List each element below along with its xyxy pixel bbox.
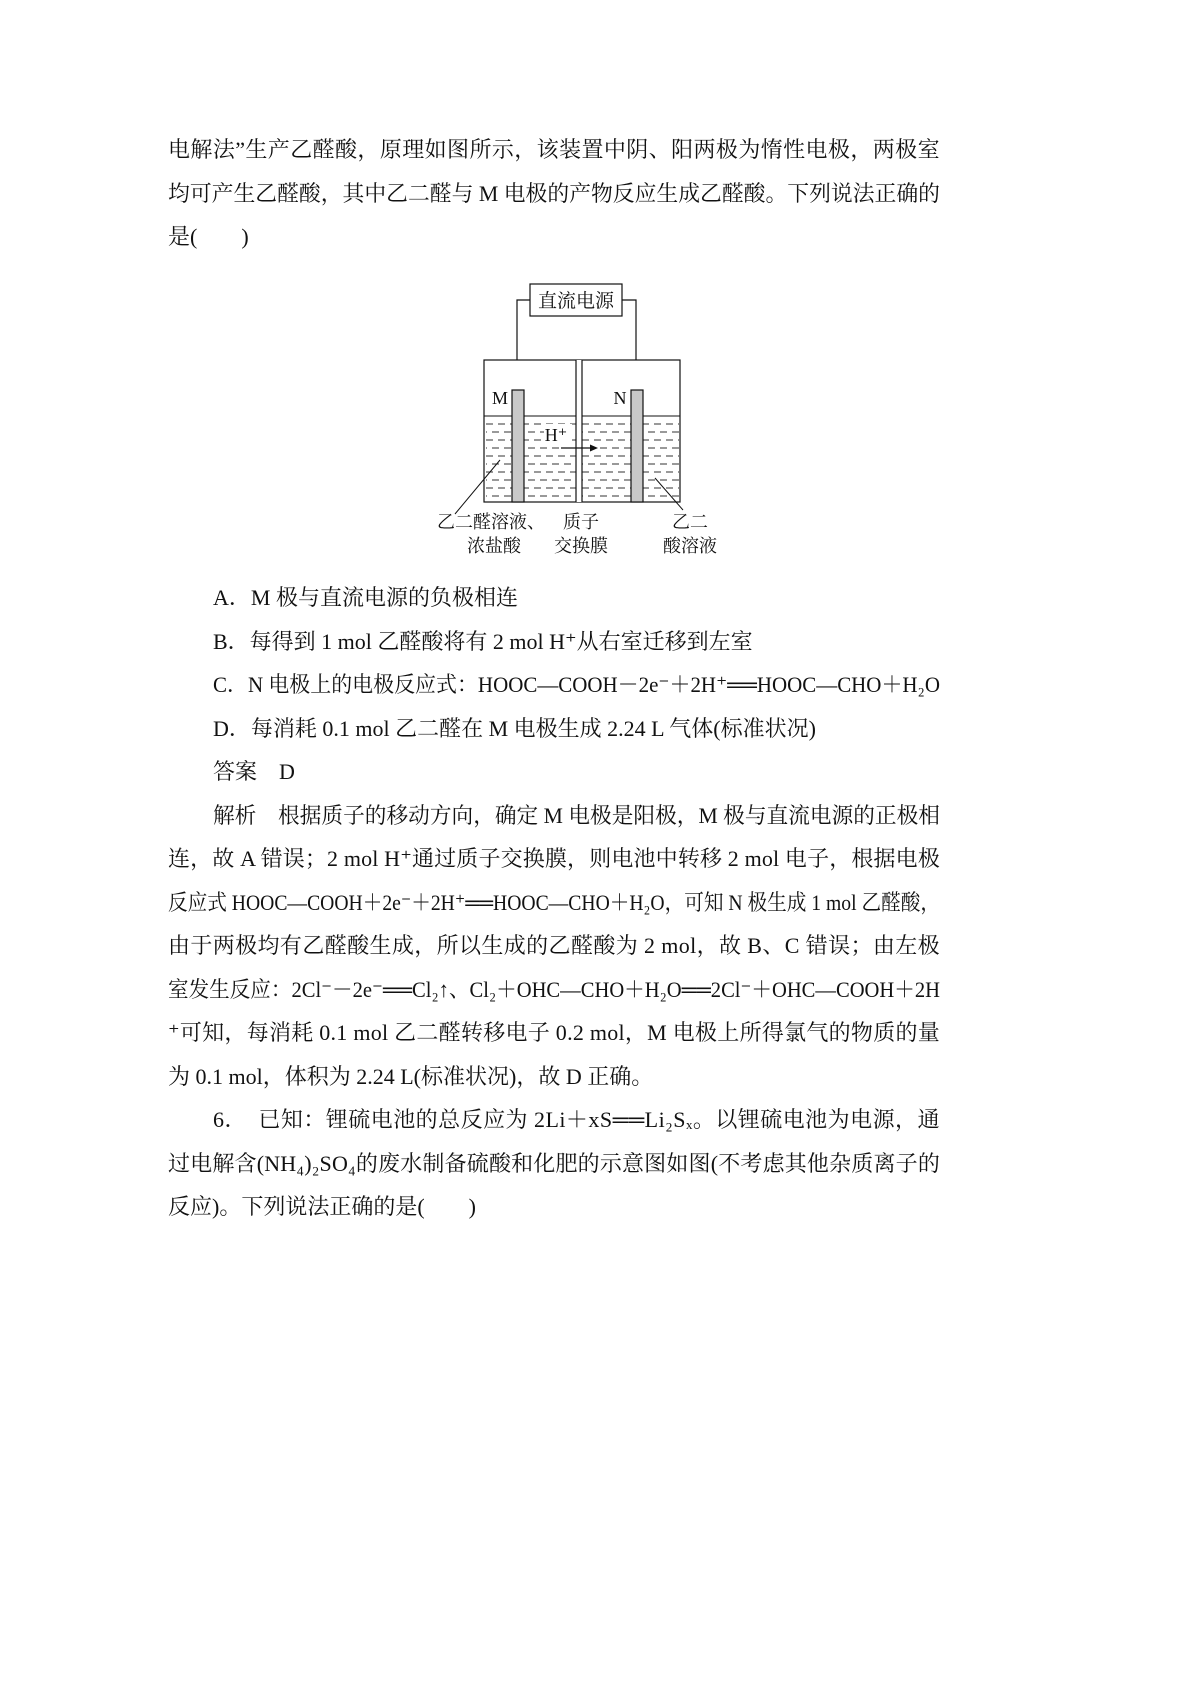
- left-solution-label: 乙二醛溶液、: [437, 512, 545, 532]
- analysis-text: 为 0.1 mol，体积为 2.24 L(标准状况)，故 D 正确。: [168, 1063, 654, 1089]
- membrane-label: 交换膜: [554, 536, 608, 556]
- analysis-line: [168, 837, 940, 881]
- question6-text: 过电解含(NH₄)₂SO₄的废水制备硫酸和化肥的示意图如图(不考虑其他杂质离子的: [168, 1150, 940, 1176]
- electrode-n: [631, 390, 643, 502]
- membrane-label: 质子: [563, 512, 599, 532]
- option-text: C．N 电极上的电极反应式：HOOC—COOH－2e⁻＋2H⁺══HOOC—CHO＋H₂O: [213, 672, 940, 697]
- analysis-text: ⁺可知，每消耗 0.1 mol 乙二醛转移电子 0.2 mol，M 电极上所得氯气的物质的量: [168, 1020, 940, 1045]
- question5-stem: [168, 128, 940, 259]
- stem-text: 均可产生乙醛酸，其中乙二醛与 M 电极的产物反应生成乙醛酸。下列说法正确的: [168, 180, 940, 206]
- answer-text: 答案 D: [213, 759, 295, 784]
- option-a: [213, 576, 940, 620]
- option-b: [213, 620, 940, 664]
- analysis-line: [213, 794, 940, 838]
- question6-line: [213, 1098, 940, 1142]
- question6-line: [168, 1185, 940, 1229]
- analysis-text: 解析 根据质子的移动方向，确定 M 电极是阳极，M 极与直流电源的正极相: [213, 802, 940, 828]
- stem-text: 电解法”生产乙醛酸，原理如图所示，该装置中阴、阳两极为惰性电极，两极室: [168, 137, 940, 162]
- option-text: D．每消耗 0.1 mol 乙二醛在 M 电极生成 2.24 L 气体(标准状况): [213, 715, 816, 741]
- analysis-text: 室发生反应：2Cl⁻－2e⁻══Cl₂↑、Cl₂＋OHC—CHO＋H₂O══2Cl⁻＋OHC—COOH＋2H: [168, 976, 940, 1002]
- option-text: B．每得到 1 mol 乙醛酸将有 2 mol H⁺从右室迁移到左室: [213, 628, 753, 654]
- analysis-line: [168, 1011, 940, 1055]
- question6-line: [168, 1142, 940, 1186]
- option-text: A．M 极与直流电源的负极相连: [213, 585, 518, 610]
- analysis-text: 反应式 HOOC—COOH＋2e⁻＋2H⁺══HOOC—CHO＋H₂O，可知 N 极生成 1 mol 乙醛酸，: [168, 889, 940, 915]
- electrode-n-label: N: [613, 388, 627, 408]
- question6-text: 6． 已知：锂硫电池的总反应为 2Li＋xS══Li₂Sₓ。以锂硫电池为电源，通: [213, 1107, 940, 1132]
- power-supply-label: 直流电源: [537, 291, 615, 312]
- analysis-text: 连，故 A 错误；2 mol H⁺通过质子交换膜，则电池中转移 2 mol 电子，根据电极: [168, 846, 940, 871]
- stem-line: [168, 172, 940, 216]
- analysis-line: [168, 924, 940, 968]
- question-body: [168, 576, 940, 1229]
- electrolysis-cell-diagram: [430, 280, 730, 565]
- analysis-line: [168, 881, 940, 925]
- analysis-line: [168, 968, 940, 1012]
- option-d: [213, 707, 940, 751]
- question6-text: 反应)。下列说法正确的是( ): [168, 1194, 476, 1219]
- proton-label: H⁺: [544, 425, 568, 445]
- left-solution-label: 浓盐酸: [467, 536, 521, 556]
- right-solution-label: 酸溶液: [663, 536, 717, 556]
- electrode-m: [512, 390, 524, 502]
- right-solution-label: 乙二: [672, 512, 708, 532]
- membrane-gap: [576, 360, 582, 502]
- analysis-line: [168, 1055, 940, 1099]
- stem-line: [168, 128, 940, 172]
- option-c: [213, 663, 940, 707]
- analysis-text: 由于两极均有乙醛酸生成，所以生成的乙醛酸为 2 mol，故 B、C 错误；由左极: [168, 933, 940, 958]
- stem-line: [168, 215, 940, 259]
- stem-text: 是( ): [168, 224, 249, 249]
- answer-line: [213, 750, 940, 794]
- electrode-m-label: M: [491, 388, 509, 408]
